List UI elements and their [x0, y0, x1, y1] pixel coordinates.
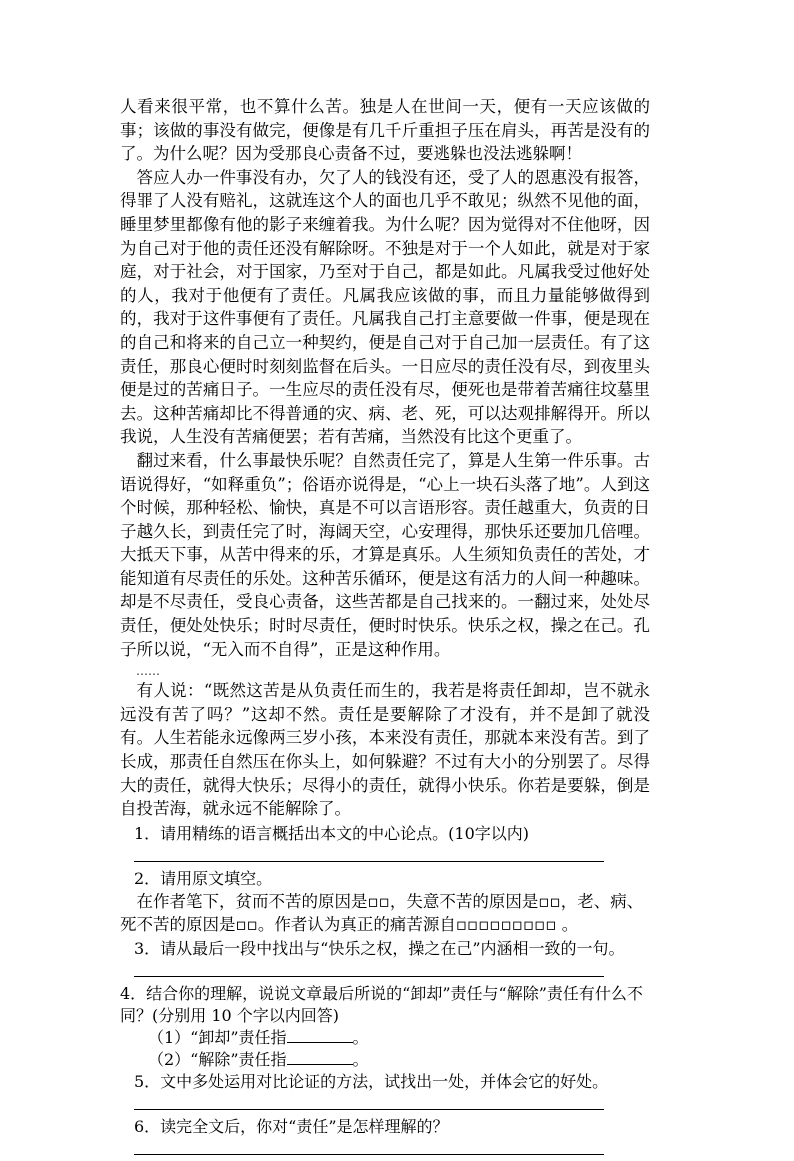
question-4-part-1-label: （1）“卸却”责任指 [148, 1027, 287, 1047]
question-2: 2．请用原文填空。 [134, 868, 273, 888]
article-paragraph-1: 人看来很平常，也不算什么苦。独是人在世间一天，便有一天应该做的事；该做的事没有做完，便像是有几千斤重担子压在肩头，再苦是没有的了。为什么呢？因为受那良心责备不过，要逃躲也没法逃躲啊！ [120, 97, 650, 164]
article-paragraph-2: 答应人办一件事没有办，欠了人的钱没有还，受了人的恩惠没有报答，得罪了人没有赔礼，这就连这个人的面也几乎不敢见；纵然不见他的面，睡里梦里都像有他的影子来缠着我。为什么呢？因为觉得对不住他呀，因为自己对于他的责任还没有解除呀。不独是对于一个人如此，就是对于家庭，对于社会，对于国家，乃至对于自己，都是如此。凡属我受过他好处的人，我对于他便有了责任。凡属我应该做的事，而且力量能够做得到的，我对于这件事便有了责任。凡属我自己打主意要做一件事，便是现在的自己和将来的自己立一种契约，便是自己对于自己加一层责任。有了这责任，那良心便时时刻刻监督在后头。一日应尽的责任没有尽，到夜里头便是过的苦痛日子。一生应尽的责任没有尽，便死也是带着苦痛往坟墓里去。这种苦痛却比不得普通的灾、病、老、死，可以达观排解得开。所以我说，人生没有苦痛便罢；若有苦痛，当然没有比这个更重了。 [120, 167, 650, 447]
question-1: 1．请用精练的语言概括出本文的中心论点。(10字以内) [134, 823, 530, 843]
question-4-part-2 [120, 1049, 650, 1071]
answer-line-6[interactable] [134, 1154, 604, 1155]
question-5: 5．文中多处运用对比论证的方法，试找出一处，并体会它的好处。 [134, 1071, 609, 1091]
question-6: 6．读完全文后，你对“责任”是怎样理解的？ [134, 1116, 449, 1136]
document-page [120, 95, 650, 1161]
question-4-part-2-label: （2）“解除”责任指 [148, 1049, 287, 1069]
answer-line-1[interactable] [134, 861, 604, 862]
article-paragraph-3: 翻过来看，什么事最快乐呢？自然责任完了，算是人生第一件乐事。古语说得好，“如释重负”；俗语亦说得是，“心上一块石头落了地”。人到这个时候，那种轻松、愉快，真是不可以言语形容。责任越重大，负责的日子越久长，到责任完了时，海阔天空，心安理得，那快乐还要加几倍哩。大抵天下事，从苦中得来的乐，才算是真乐。人生须知负责任的苦处，才能知道有尽责任的乐处。这种苦乐循环，便是这有活力的人间一种趣味。却是不尽责任，受良心责备，这些苦都是自己找来的。一翻过来，处处尽责任，便处处快乐；时时尽责任，便时时快乐。快乐之权，操之在己。孔子所以说，“无入而不自得”，正是这种作用。 [120, 450, 650, 659]
question-2-fill-text: 在作者笔下，贫而不苦的原因是▫▫，失意不苦的原因是▫▫，老、病、死不苦的原因是▫▫。作者认为真正的痛苦源自▫▫▫▫▫▫▫▫▫ 。 [120, 891, 644, 934]
question-4-part-1-end: 。 [352, 1027, 369, 1047]
question-3: 3．请从最后一段中找出与“快乐之权，操之在己”内涵相一致的一句。 [134, 938, 625, 958]
question-4: 4．结合你的理解，说说文章最后所说的“卸却”责任与“解除”责任有什么不同？(分别用 10 个字以内回答) [120, 983, 643, 1025]
answer-line-3[interactable] [134, 976, 604, 977]
article-paragraph-4: 有人说：“既然这苦是从负责任而生的，我若是将责任卸却，岂不就永远没有苦了吗？”这却不然。责任是要解除了才没有，并不是卸了就没有。人生若能永远像两三岁小孩，本来没有责任，那就本来没有苦。到了长成，那责任自然压在你头上，如何躲避？不过有大小的分别罢了。尽得大的责任，就得大快乐；尽得小的责任，就得小快乐。你若是要躲，倒是自投苦海，就永远不能解除了。 [120, 681, 650, 819]
question-4-part-2-end: 。 [352, 1049, 369, 1069]
answer-blank-4-2[interactable] [287, 1050, 353, 1065]
article-omission-mark: …… [136, 664, 160, 679]
answer-blank-4-1[interactable] [287, 1028, 353, 1043]
answer-line-5[interactable] [134, 1109, 604, 1110]
question-4-part-1 [120, 1027, 650, 1049]
